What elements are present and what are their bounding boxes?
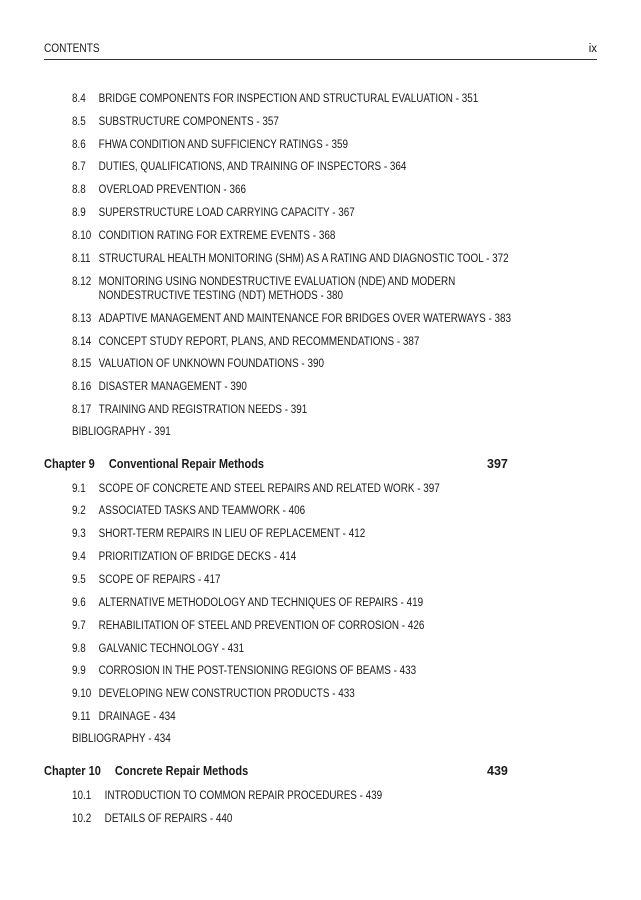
toc-entry[interactable] — [72, 812, 232, 826]
section-number: 8.11 — [72, 253, 91, 265]
section-title: ADAPTIVE MANAGEMENT AND MAINTENANCE FOR BRIDGES OVER WATERWAYS - 383 — [98, 313, 512, 325]
section-title: SCOPE OF REPAIRS - 417 — [98, 574, 221, 586]
chapter-label: Chapter 10 — [44, 764, 101, 778]
toc-entry[interactable] — [72, 275, 455, 303]
section-title: BRIDGE COMPONENTS FOR INSPECTION AND STRUCTURAL EVALUATION - 351 — [98, 93, 479, 105]
section-title: DISASTER MANAGEMENT - 390 — [98, 381, 247, 393]
toc-entry[interactable] — [72, 504, 305, 518]
toc-entry[interactable] — [72, 357, 324, 371]
chapter-title: Conventional Repair Methods — [108, 457, 265, 471]
section-number: 8.16 — [72, 381, 92, 393]
toc-entry[interactable] — [72, 619, 424, 633]
section-number: 9.8 — [72, 643, 86, 655]
toc-entry[interactable] — [72, 183, 246, 197]
section-number: 8.4 — [72, 93, 86, 105]
section-title: MONITORING USING NONDESTRUCTIVE EVALUATION (NDE) AND MODERN — [98, 276, 456, 288]
toc-entry[interactable] — [72, 664, 416, 678]
chapter-title: Concrete Repair Methods — [114, 764, 249, 778]
section-title: TRAINING AND REGISTRATION NEEDS - 391 — [98, 404, 308, 416]
section-title: FHWA CONDITION AND SUFFICIENCY RATINGS - 359 — [98, 139, 348, 151]
toc-entry[interactable] — [72, 252, 509, 266]
section-title: ALTERNATIVE METHODOLOGY AND TECHNIQUES OF REPAIRS - 419 — [98, 597, 424, 609]
section-number: 9.11 — [72, 711, 91, 723]
section-number: 9.5 — [72, 574, 86, 586]
section-title: VALUATION OF UNKNOWN FOUNDATIONS - 390 — [98, 358, 324, 370]
toc-entry[interactable] — [72, 229, 335, 243]
section-title: DETAILS OF REPAIRS - 440 — [104, 813, 233, 825]
section-number: 8.15 — [72, 358, 92, 370]
section-title: CORROSION IN THE POST-TENSIONING REGIONS OF BEAMS - 433 — [98, 665, 417, 677]
section-number: 8.12 — [72, 276, 92, 288]
section-title: OVERLOAD PREVENTION - 366 — [98, 184, 246, 196]
toc-entry[interactable] — [72, 596, 423, 610]
section-number: 9.9 — [72, 665, 86, 677]
section-number: 9.10 — [72, 688, 92, 700]
section-title: ASSOCIATED TASKS AND TEAMWORK - 406 — [98, 505, 306, 517]
section-title: REHABILITATION OF STEEL AND PREVENTION OF CORROSION - 426 — [98, 620, 425, 632]
section-number: 9.4 — [72, 551, 86, 563]
section-number: 8.5 — [72, 116, 86, 128]
toc-entry[interactable] — [72, 527, 365, 541]
toc-entry[interactable] — [72, 380, 247, 394]
section-number: 8.17 — [72, 404, 92, 416]
section-title: DRAINAGE - 434 — [98, 711, 176, 723]
section-number: 8.14 — [72, 336, 92, 348]
section-number: 9.7 — [72, 620, 86, 632]
section-number: 8.8 — [72, 184, 86, 196]
section-title: CONCEPT STUDY REPORT, PLANS, AND RECOMMENDATIONS - 387 — [98, 336, 420, 348]
toc-entry[interactable] — [72, 160, 406, 174]
section-title: GALVANIC TECHNOLOGY - 431 — [98, 643, 245, 655]
section-number: 8.9 — [72, 207, 86, 219]
section-number: 9.2 — [72, 505, 86, 517]
section-number: 8.6 — [72, 139, 86, 151]
toc-entry[interactable] — [72, 92, 478, 106]
bibliography-entry[interactable]: BIBLIOGRAPHY - 391 — [72, 426, 171, 438]
section-title: SUPERSTRUCTURE LOAD CARRYING CAPACITY - 367 — [98, 207, 355, 219]
section-number: 10.2 — [72, 813, 92, 825]
section-title: CONDITION RATING FOR EXTREME EVENTS - 368 — [98, 230, 336, 242]
section-title: DEVELOPING NEW CONSTRUCTION PRODUCTS - 433 — [98, 688, 355, 700]
section-title: INTRODUCTION TO COMMON REPAIR PROCEDURES - 439 — [104, 790, 383, 802]
toc-entry[interactable] — [72, 550, 296, 564]
running-header — [44, 41, 597, 60]
toc-entry[interactable] — [72, 687, 355, 701]
section-number: 8.10 — [72, 230, 92, 242]
section-title: SUBSTRUCTURE COMPONENTS - 357 — [98, 116, 279, 128]
chapter-label: Chapter 9 — [44, 457, 95, 471]
section-title: SCOPE OF CONCRETE AND STEEL REPAIRS AND RELATED WORK - 397 — [98, 483, 440, 495]
section-number: 10.1 — [72, 790, 92, 802]
section-title: STRUCTURAL HEALTH MONITORING (SHM) AS A RATING AND DIAGNOSTIC TOOL - 372 — [98, 253, 509, 265]
toc-entry[interactable] — [72, 789, 382, 803]
section-number: 9.3 — [72, 528, 86, 540]
section-title-continued: NONDESTRUCTIVE TESTING (NDT) METHODS - 380 — [98, 290, 344, 302]
toc-entry[interactable] — [72, 482, 440, 496]
toc-entry[interactable] — [72, 403, 307, 417]
chapter-heading[interactable] — [44, 457, 264, 471]
section-number: 8.7 — [72, 161, 86, 173]
section-title: DUTIES, QUALIFICATIONS, AND TRAINING OF INSPECTORS - 364 — [98, 161, 407, 173]
chapter-page: 397 — [487, 457, 508, 471]
toc-entry[interactable] — [72, 710, 176, 724]
section-title: PRIORITIZATION OF BRIDGE DECKS - 414 — [98, 551, 297, 563]
toc-entry[interactable] — [72, 206, 355, 220]
toc-entry[interactable] — [72, 138, 348, 152]
section-number: 9.6 — [72, 597, 86, 609]
bibliography-entry[interactable]: BIBLIOGRAPHY - 434 — [72, 733, 171, 745]
toc-entry[interactable] — [72, 573, 220, 587]
toc-entry[interactable] — [72, 312, 511, 326]
toc-entry[interactable] — [72, 115, 279, 129]
chapter-page: 439 — [487, 764, 508, 778]
page-number: ix — [588, 43, 597, 55]
chapter-heading[interactable] — [44, 764, 248, 778]
header-title: CONTENTS — [44, 43, 100, 55]
section-number: 9.1 — [72, 483, 86, 495]
section-number: 8.13 — [72, 313, 92, 325]
toc-entry[interactable] — [72, 642, 244, 656]
section-title: SHORT-TERM REPAIRS IN LIEU OF REPLACEMENT - 412 — [98, 528, 366, 540]
toc-entry[interactable] — [72, 335, 419, 349]
